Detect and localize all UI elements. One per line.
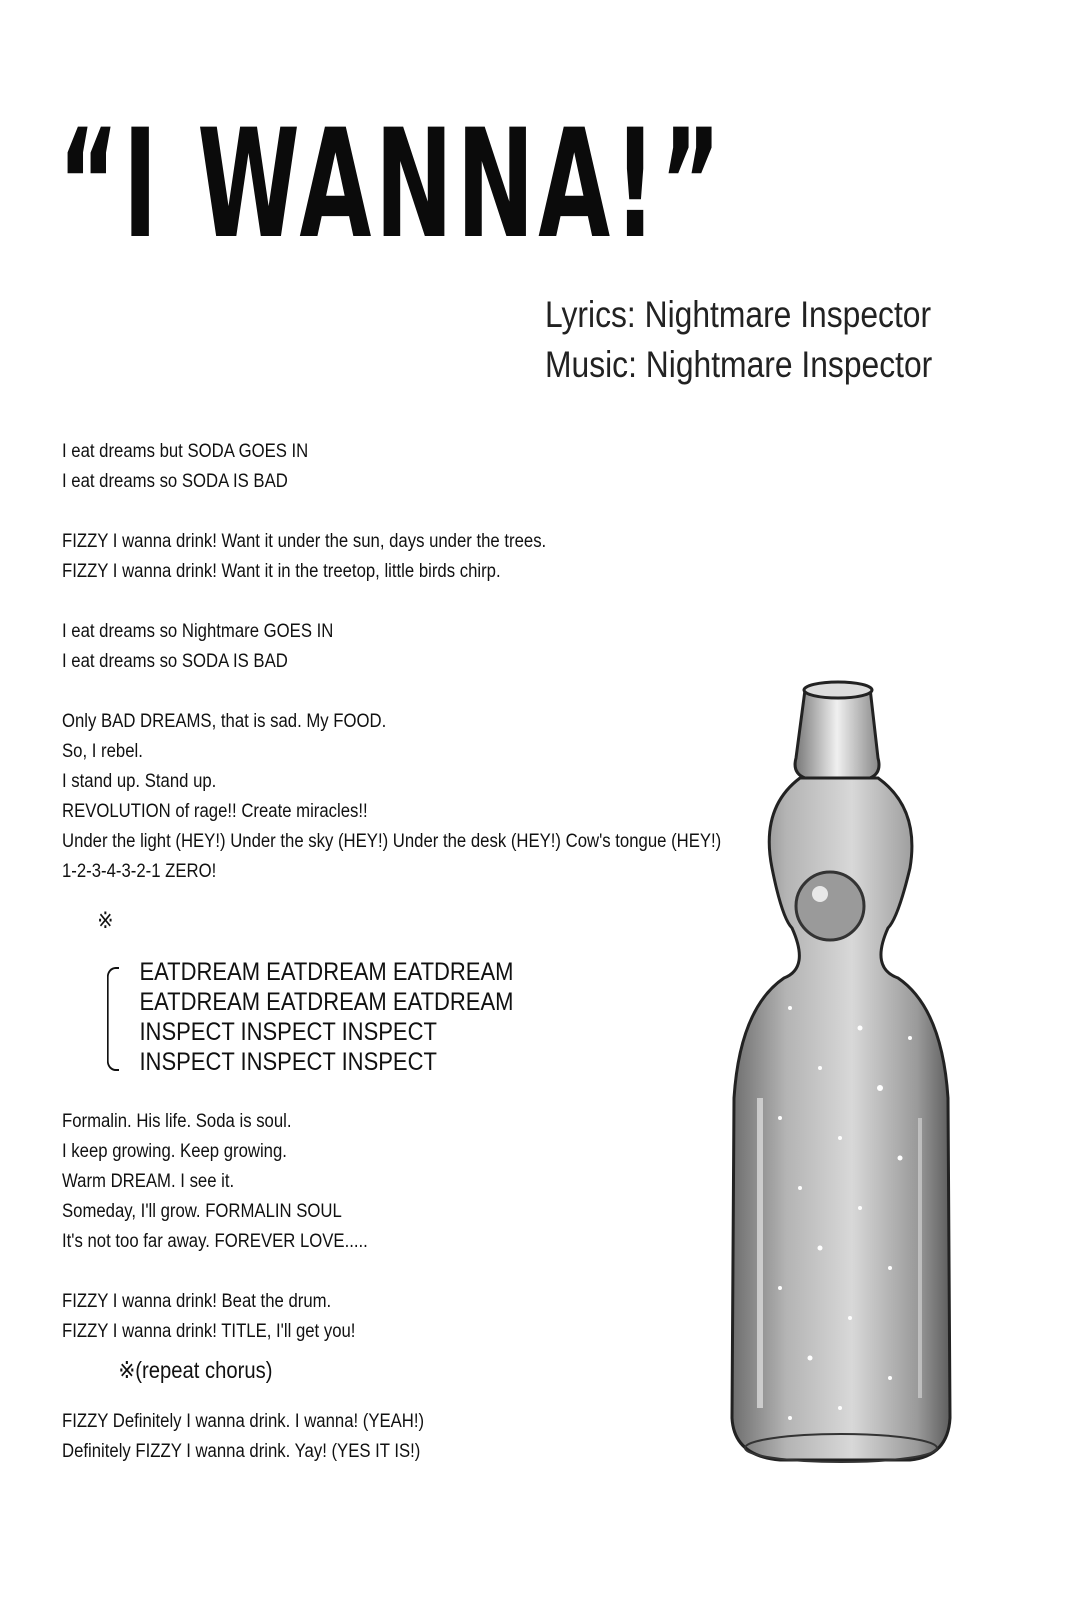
lyric-line: FIZZY Definitely I wanna drink. I wanna! (YEAH!) <box>62 1411 425 1432</box>
lyric-line: I eat dreams so SODA IS BAD <box>62 651 288 672</box>
lyric-line: I eat dreams so SODA IS BAD <box>62 471 288 492</box>
credits <box>545 290 932 390</box>
lyric-line: I keep growing. Keep growing. <box>62 1141 287 1162</box>
lyric-line: FIZZY I wanna drink! Want it in the treetop, little birds chirp. <box>62 561 501 582</box>
lyrics-body <box>62 437 721 1467</box>
music-credit: Music: Nightmare Inspector <box>545 344 933 385</box>
lyric-line: REVOLUTION of rage!! Create miracles!! <box>62 801 368 822</box>
chorus-line: INSPECT INSPECT INSPECT <box>139 1048 437 1076</box>
chorus-line: EATDREAM EATDREAM EATDREAM <box>139 988 514 1016</box>
lyrics-credit: Lyrics: Nightmare Inspector <box>545 294 932 335</box>
lyric-line: It's not too far away. FOREVER LOVE..... <box>62 1231 368 1252</box>
lyric-line: Definitely FIZZY I wanna drink. Yay! (YES IT IS!) <box>62 1441 421 1462</box>
lyric-line: 1-2-3-4-3-2-1 ZERO! <box>62 861 217 882</box>
page-title: “I WANNA!” <box>58 98 725 272</box>
lyric-line: FIZZY I wanna drink! Want it under the sun, days under the trees. <box>62 531 547 552</box>
lyric-line: Someday, I'll grow. FORMALIN SOUL <box>62 1201 342 1222</box>
lyric-line: So, I rebel. <box>62 741 143 762</box>
repeat-chorus: ※(repeat chorus) <box>118 1357 273 1383</box>
lyric-line: I eat dreams so Nightmare GOES IN <box>62 621 334 642</box>
lyric-line: Formalin. His life. Soda is soul. <box>62 1111 292 1132</box>
lyric-line: Only BAD DREAMS, that is sad. My FOOD. <box>62 711 387 732</box>
lyric-line: I stand up. Stand up. <box>62 771 217 792</box>
chorus-bracket <box>107 967 119 1071</box>
chorus-line: INSPECT INSPECT INSPECT <box>139 1018 437 1046</box>
lyric-line: FIZZY I wanna drink! TITLE, I'll get you! <box>62 1321 356 1342</box>
lyric-line: Under the light (HEY!) Under the sky (HEY!) Under the desk (HEY!) Cow's tongue (HEY!) <box>62 831 722 852</box>
chorus-block <box>62 957 721 1077</box>
lyric-line: FIZZY I wanna drink! Beat the drum. <box>62 1291 332 1312</box>
lyric-line: I eat dreams but SODA GOES IN <box>62 441 309 462</box>
chorus-line: EATDREAM EATDREAM EATDREAM <box>139 958 514 986</box>
ramune-bottle-icon <box>720 678 960 1478</box>
lyric-line: Warm DREAM. I see it. <box>62 1171 235 1192</box>
chorus-mark: ※ <box>97 909 114 934</box>
